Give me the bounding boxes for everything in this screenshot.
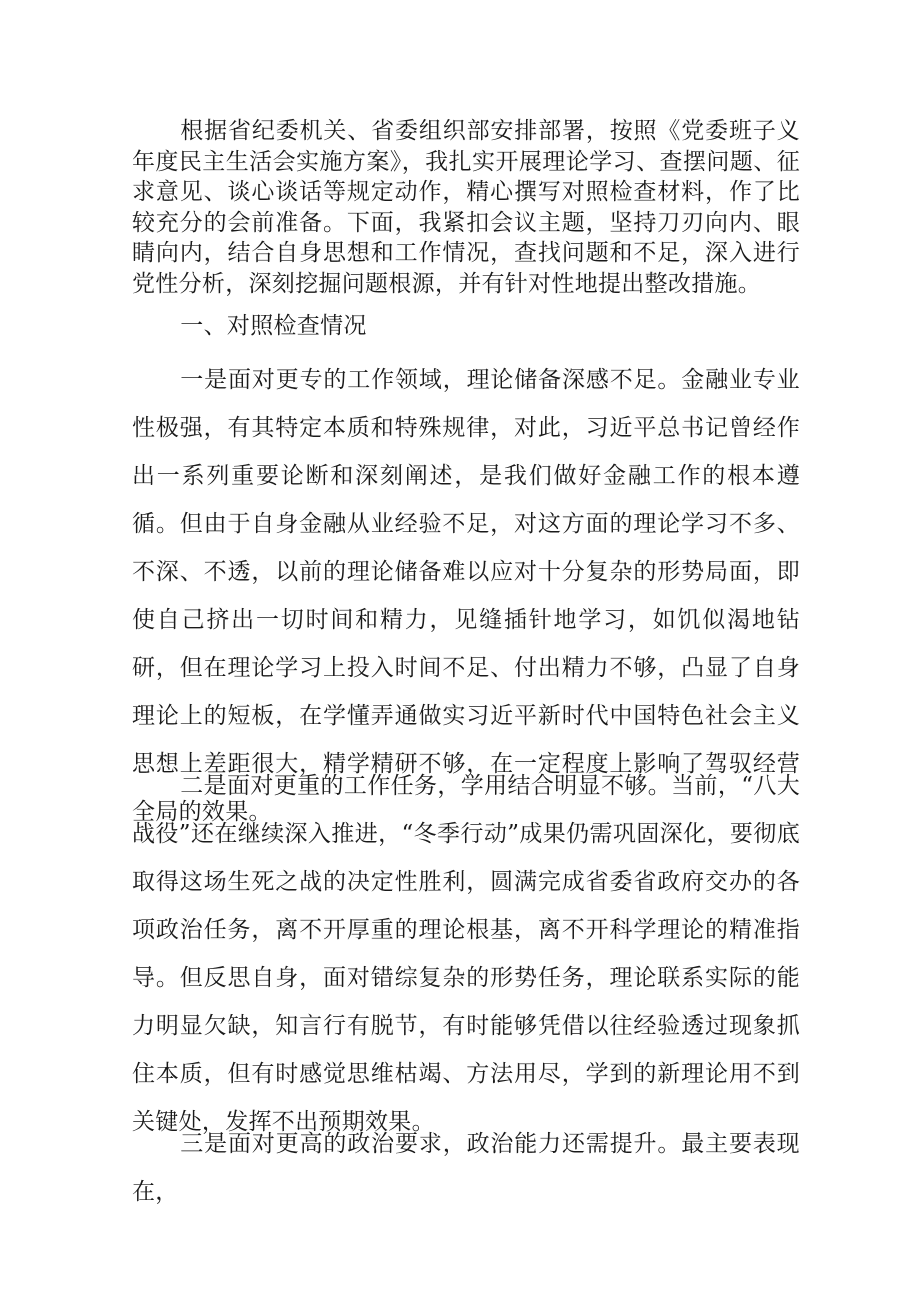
body-paragraph-3: 三是面对更高的政治要求，政治能力还需提升。最主要表现在， <box>132 1131 800 1205</box>
body-paragraph-1: 一是面对更专的工作领域，理论储备深感不足。金融业专业性极强，有其特定本质和特殊规律，对此，习近平总书记曾经作出一系列重要论断和深刻阐述，是我们做好金融工作的根本遵循。但由于自身金融从业经验不足，对这方面的理论学习不多、不深、不透，以前的理论储备难以应对十分复杂的形势局面，即使自己挤出一切时间和精力，见缝插针地学习，如饥似渴地钻研，但在理论学习上投入时间不足、付出精力不够，凸显了自身理论上的短板，在学懂弄通做实习近平新时代中国特色社会主义思想上差距很大，精学精研不够，在一定程度上影响了驾驭经营全局的效果。 <box>132 367 800 825</box>
section-heading: 一、对照检查情况 <box>180 313 367 339</box>
body-paragraph-2: 二是面对更重的工作任务，学用结合明显不够。当前，“八大战役”还在继续深入推进，“冬季行动”成果仍需巩固深化，要彻底取得这场生死之战的决定性胜利，圆满完成省委省政府交办的各项政治任务，离不开厚重的理论根基，离不开科学理论的精准指导。但反思自身，面对错综复杂的形势任务，理论联系实际的能力明显欠缺，知言行有脱节，有时能够凭借以往经验透过现象抓住本质，但有时感觉思维枯竭、方法用尽，学到的新理论用不到关键处，发挥不出预期效果。 <box>132 773 800 1135</box>
intro-paragraph: 根据省纪委机关、省委组织部安排部署，按照《党委班子义年度民主生活会实施方案》，我扎实开展理论学习、查摆问题、征求意见、谈心谈话等规定动作，精心撰写对照检查材料，作了比较充分的会前准备。下面，我紧扣会议主题，坚持刀刃向内、眼睛向内，结合自身思想和工作情况，查找问题和不足，深入进行党性分析，深刻挖掘问题根源，并有针对性地提出整改措施。 <box>132 118 800 297</box>
